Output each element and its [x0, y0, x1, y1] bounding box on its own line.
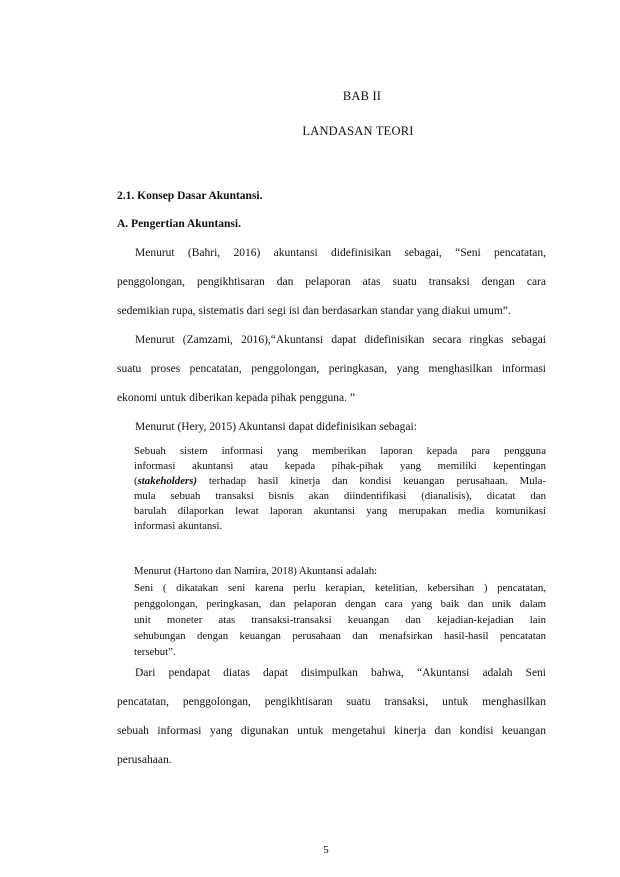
quote-1-paren: ( [134, 475, 138, 487]
quote-1-line-1: Sebuah sistem informasi yang memberikan laporan kepada para pengguna [134, 445, 546, 457]
subsection-heading: A. Pengertian Akuntansi. [117, 218, 241, 230]
quote-1-line-3-rest: terhadap hasil kinerja dan kondisi keuangan perusahaan. Mula- [197, 475, 546, 487]
chapter-title: LANDASAN TEORI [302, 124, 414, 138]
paragraph-2-line-1: Menurut (Zamzami, 2016),“Akuntansi dapat didefinisikan secara ringkas sebagai [135, 334, 546, 346]
quote-1-line-3 [134, 474, 546, 489]
quote-1-line-2: informasi akuntansi atau kepada pihak-pihak yang memiliki kepentingan [134, 460, 546, 472]
paragraph-1-line-3: sedemikian rupa, sistematis dari segi isi dan berdasarkan standar yang diakui umum”. [117, 305, 511, 317]
paragraph-5-line-1: Dari pendapat diatas dapat disimpulkan bahwa, “Akuntansi adalah Seni [135, 667, 546, 679]
paragraph-5-line-2: pencatatan, penggolongan, pengikhtisaran suatu transaksi, untuk menghasilkan [117, 696, 546, 708]
paragraph-2-line-3: ekonomi untuk diberikan kepada pihak pengguna. ” [117, 392, 355, 404]
section-heading: 2.1. Konsep Dasar Akuntansi. [117, 190, 263, 202]
paragraph-1-line-2: penggolongan, pengikhtisaran dan pelaporan atas suatu transaksi dengan cara [117, 276, 546, 288]
quote-2-line-5: tersebut”. [134, 646, 176, 658]
page-number: 5 [323, 844, 329, 856]
quote-1-line-5: barulah dilaporkan lewat laporan akuntansi yang merupakan media komunikasi [134, 505, 546, 517]
quote-2-line-1: Seni ( dikatakan seni karena perlu kerapian, ketelitian, kebersihan ) pencatatan, [134, 582, 546, 594]
paragraph-1-line-1: Menurut (Bahri, 2016) akuntansi didefinisikan sebagai, “Seni pencatatan, [135, 247, 546, 259]
quote-2-line-3: unit moneter atas transaksi-transaksi keuangan dan kejadian-kejadian lain [134, 614, 546, 626]
paragraph-5-line-4: perusahaan. [117, 754, 172, 766]
quote-2-line-2: penggolongan, peringkasan, dan pelaporan dengan cara yang baik dan unik dalam [134, 598, 546, 610]
quote-1-line-4: mula sebuah transaksi bisnis akan diindentifikasi (dianalisis), dicatat dan [134, 490, 546, 502]
paragraph-2-line-2: suatu proses pencatatan, penggolongan, peringkasan, yang menghasilkan informasi [117, 363, 546, 375]
paragraph-4-intro: Menurut (Hartono dan Namira, 2018) Akuntansi adalah: [134, 565, 378, 577]
quote-1-line-6: informasi akuntansi. [134, 520, 223, 532]
paragraph-3-intro: Menurut (Hery, 2015) Akuntansi dapat didefinisikan sebagai: [135, 421, 417, 433]
quote-1-emphasis: stakeholders) [137, 475, 197, 487]
paragraph-5-line-3: sebuah informasi yang digunakan untuk mengetahui kinerja dan kondisi keuangan [117, 725, 546, 737]
chapter-heading: BAB II [342, 89, 382, 103]
quote-2-line-4: sehubungan dengan keuangan perusahaan dan menafsirkan hasil-hasil pencatatan [134, 630, 546, 642]
